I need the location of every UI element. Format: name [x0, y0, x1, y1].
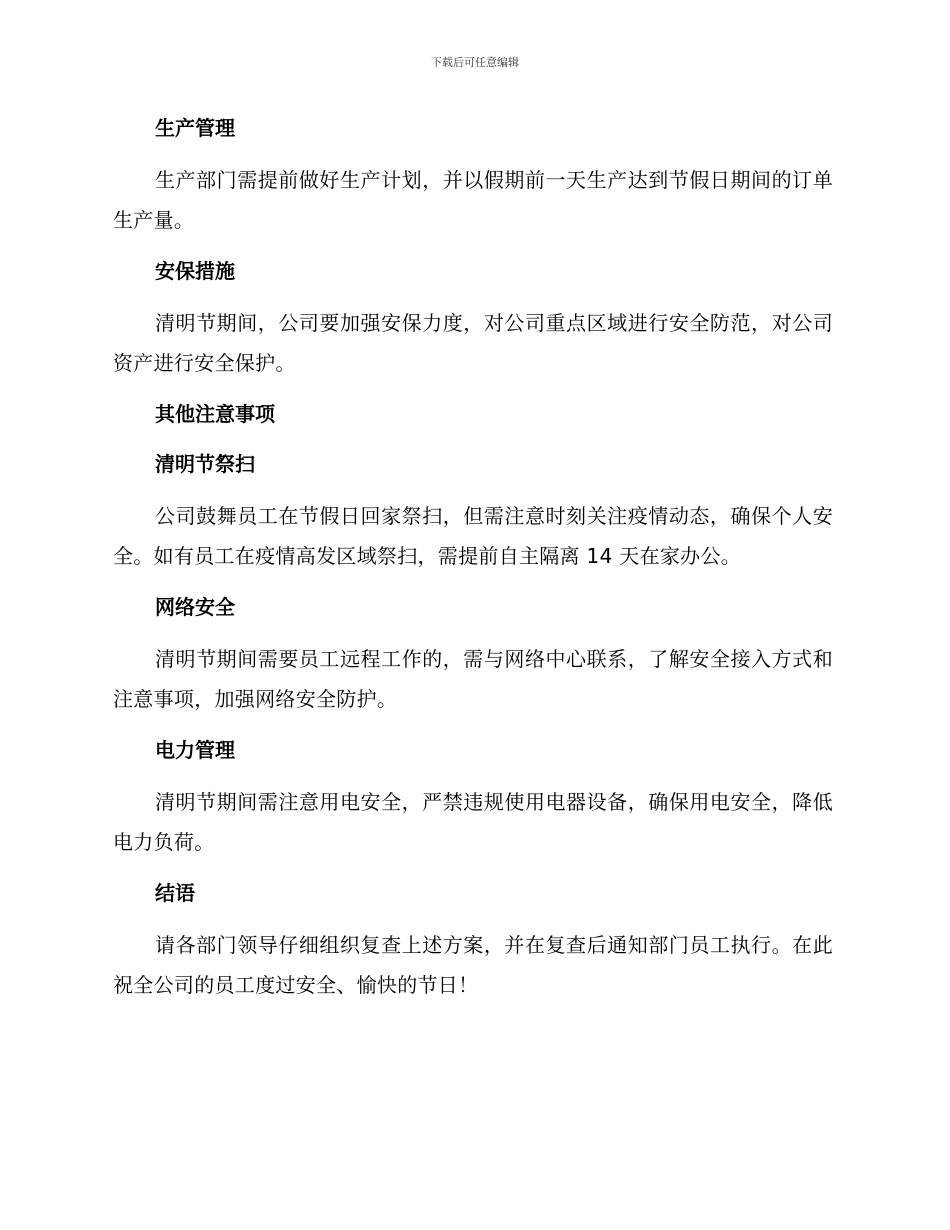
section-title-network-security: 网络安全	[155, 595, 235, 619]
section-title-power-management: 电力管理	[155, 738, 235, 762]
document-body	[113, 110, 833, 1018]
section-title-other-notes: 其他注意事项	[155, 402, 275, 426]
section-title-production: 生产管理	[155, 116, 235, 140]
page-header-note: 下载后可任意编辑	[431, 56, 519, 69]
section-title-tomb-sweeping: 清明节祭扫	[155, 452, 255, 476]
section-title-security: 安保措施	[155, 259, 235, 283]
paragraph-production: 生产部门需提前做好生产计划，并以假期前一天生产达到节假日期间的订单生产量。	[113, 168, 833, 232]
section-title-conclusion: 结语	[155, 881, 195, 905]
paragraph-tomb-sweeping: 公司鼓舞员工在节假日回家祭扫，但需注意时刻关注疫情动态，确保个人安全。如有员工在疫情高发区域祭扫，需提前自主隔离 14 天在家办公。	[113, 504, 833, 568]
paragraph-conclusion: 请各部门领导仔细组织复查上述方案，并在复查后通知部门员工执行。在此祝全公司的员工度过安全、愉快的节日！	[113, 933, 833, 997]
paragraph-network-security: 清明节期间需要员工远程工作的，需与网络中心联系，了解安全接入方式和注意事项，加强网络安全防护。	[113, 647, 833, 711]
paragraph-security: 清明节期间，公司要加强安保力度，对公司重点区域进行安全防范，对公司资产进行安全保护。	[113, 311, 833, 375]
paragraph-power-management: 清明节期间需注意用电安全，严禁违规使用电器设备，确保用电安全，降低电力负荷。	[113, 790, 833, 854]
